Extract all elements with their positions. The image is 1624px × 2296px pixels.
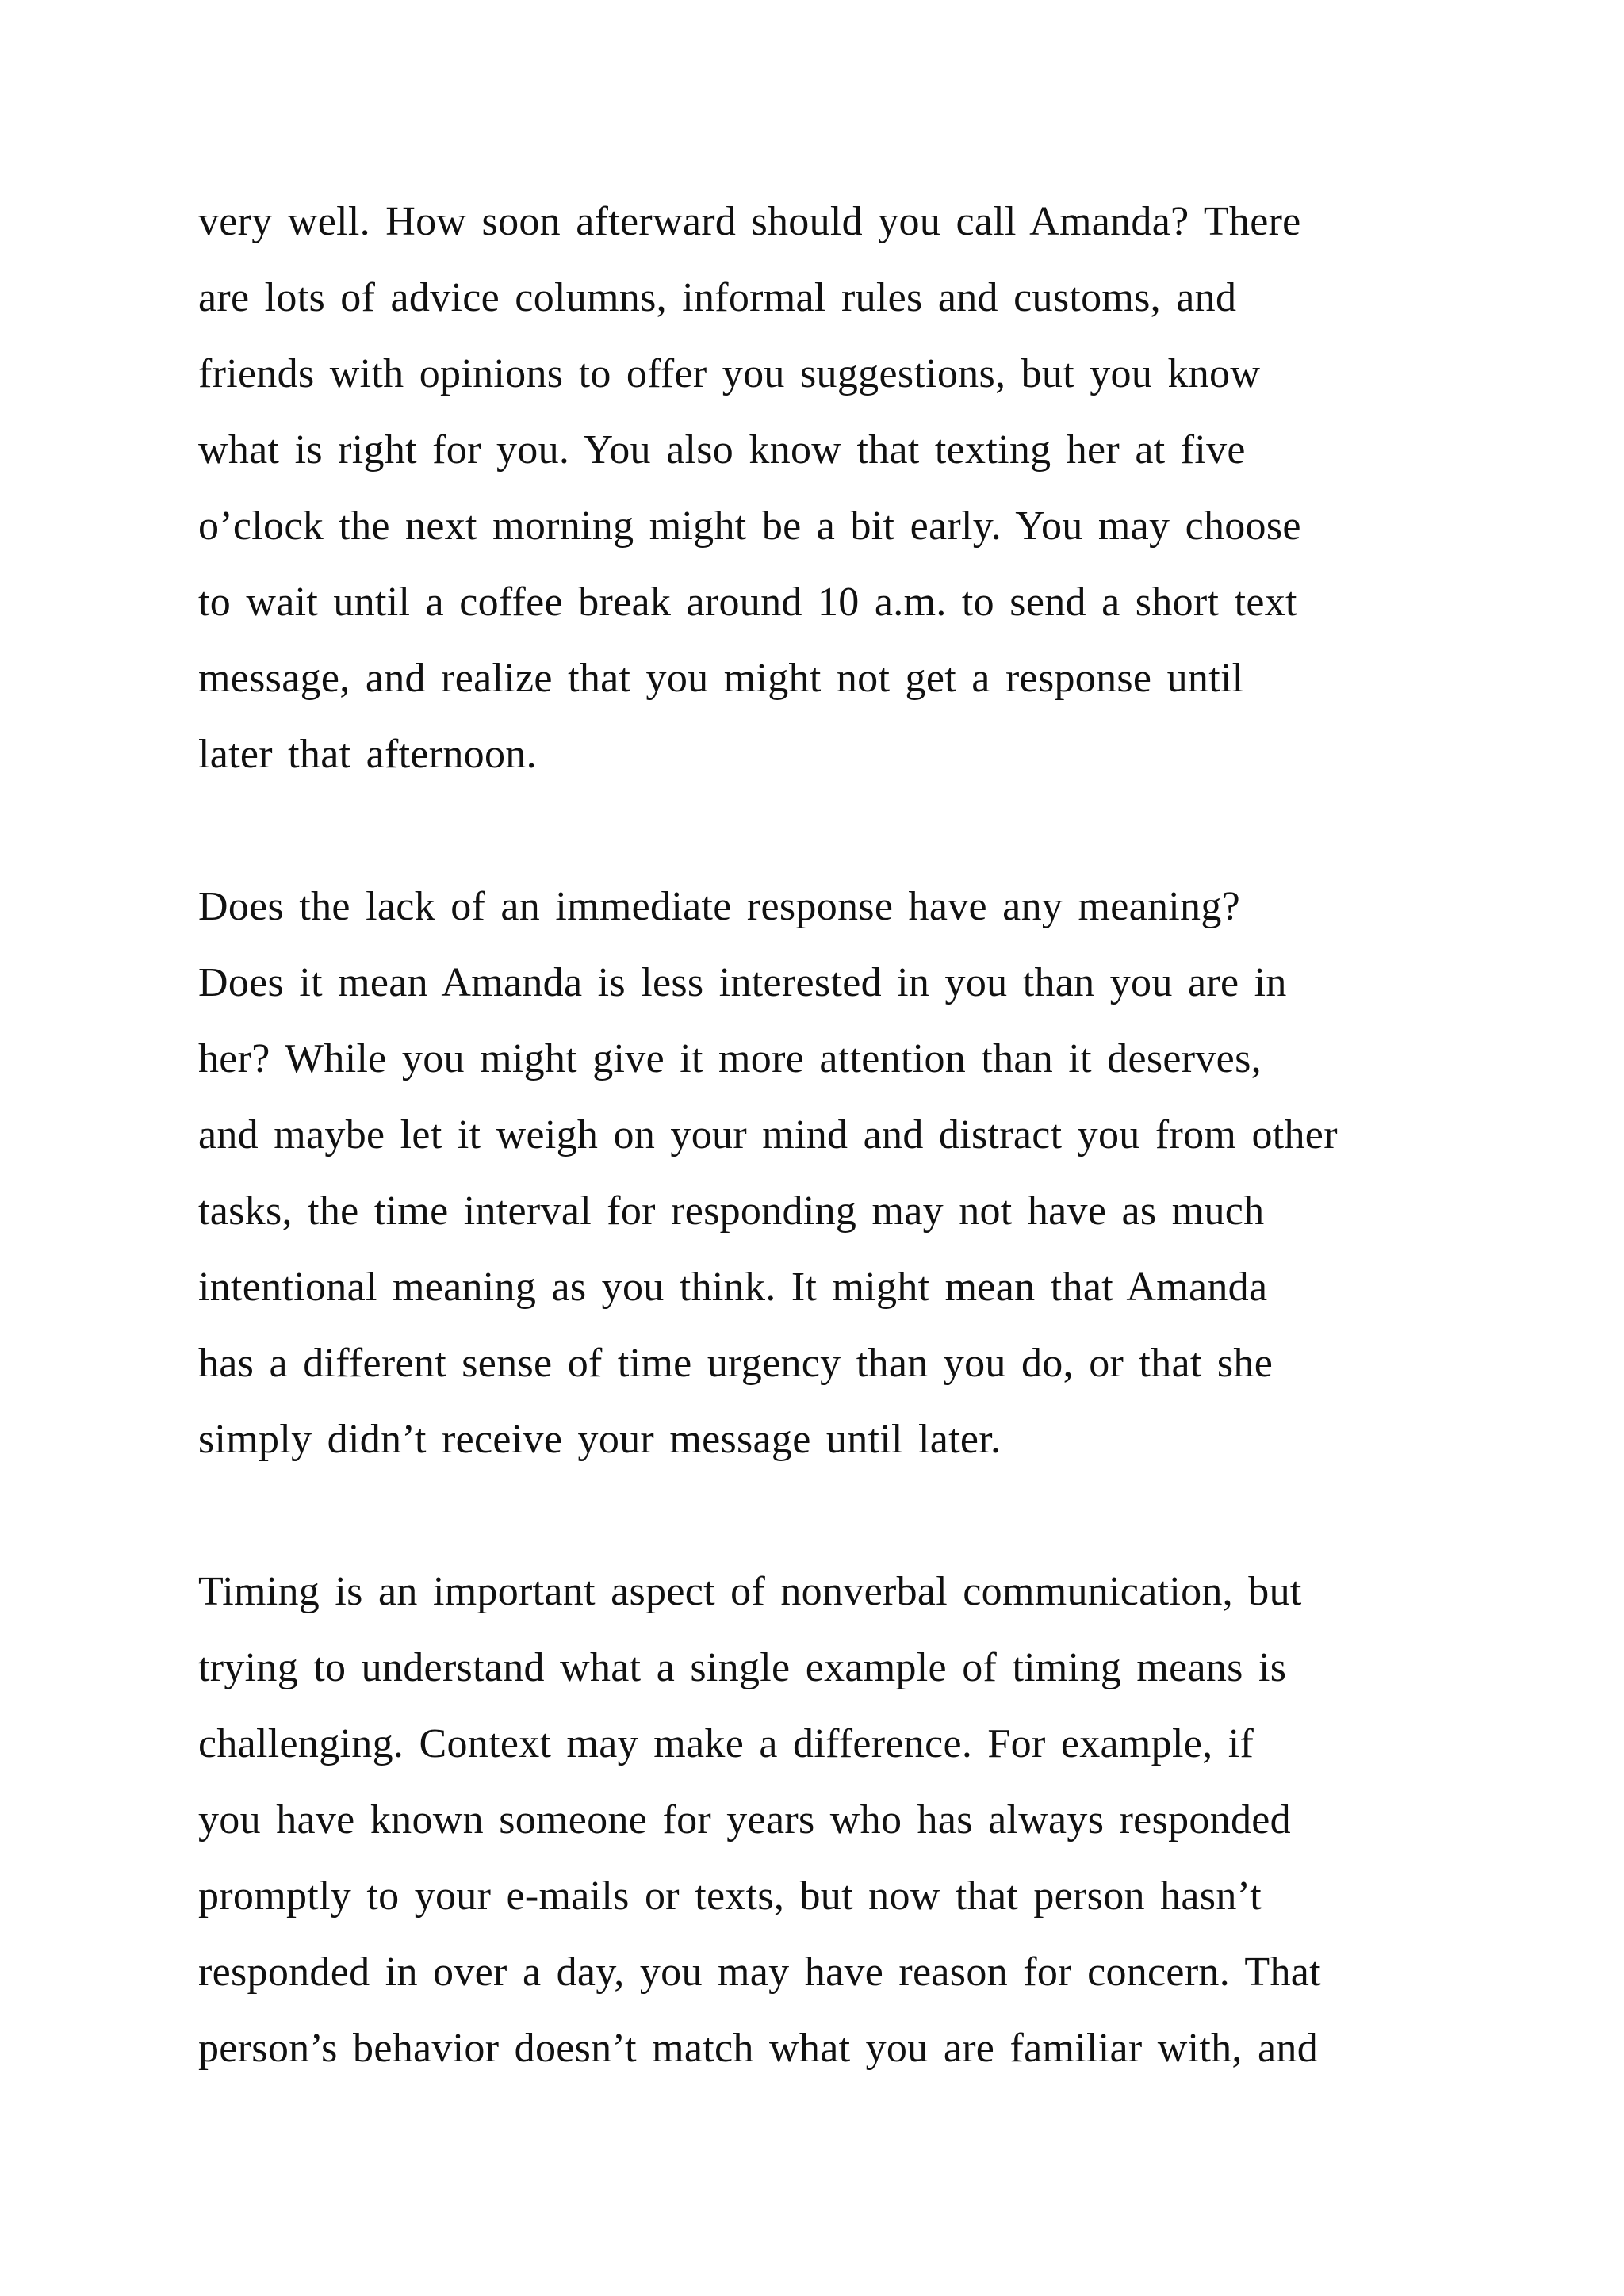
text-line: promptly to your e-mails or texts, but now that person hasn’t — [198, 1873, 1262, 1919]
text-line: Does the lack of an immediate response have any meaning? — [198, 884, 1241, 929]
text-line: trying to understand what a single example of timing means is — [198, 1645, 1287, 1690]
text-line: simply didn’t receive your message until later. — [198, 1417, 1002, 1462]
text-line: and maybe let it weigh on your mind and distract you from other — [198, 1112, 1338, 1158]
text-line: Timing is an important aspect of nonverbal communication, but — [198, 1569, 1302, 1614]
text-line: very well. How soon afterward should you call Amanda? There — [198, 199, 1301, 244]
text-line: person’s behavior doesn’t match what you are familiar with, and — [198, 2026, 1319, 2071]
text-line: tasks, the time interval for responding may not have as much — [198, 1188, 1265, 1234]
text-line: intentional meaning as you think. It might mean that Amanda — [198, 1265, 1268, 1310]
text-line: o’clock the next morning might be a bit early. You may choose — [198, 503, 1301, 549]
text-line: you have known someone for years who has always responded — [198, 1797, 1291, 1843]
text-line: responded in over a day, you may have reason for concern. That — [198, 1950, 1321, 1995]
text-line: what is right for you. You also know that texting her at five — [198, 427, 1246, 473]
body-text — [198, 0, 1530, 2296]
text-line: Does it mean Amanda is less interested in you than you are in — [198, 960, 1287, 1005]
text-line: are lots of advice columns, informal rules and customs, and — [198, 275, 1237, 320]
text-line: later that afternoon. — [198, 732, 537, 777]
text-line: has a different sense of time urgency than you do, or that she — [198, 1341, 1274, 1386]
text-line: to wait until a coffee break around 10 a.m. to send a short text — [198, 580, 1297, 625]
text-line: challenging. Context may make a difference. For example, if — [198, 1721, 1254, 1766]
text-line: friends with opinions to offer you suggestions, but you know — [198, 351, 1261, 396]
text-line: her? While you might give it more attention than it deserves, — [198, 1036, 1262, 1081]
text-line: message, and realize that you might not get a response until — [198, 656, 1244, 701]
